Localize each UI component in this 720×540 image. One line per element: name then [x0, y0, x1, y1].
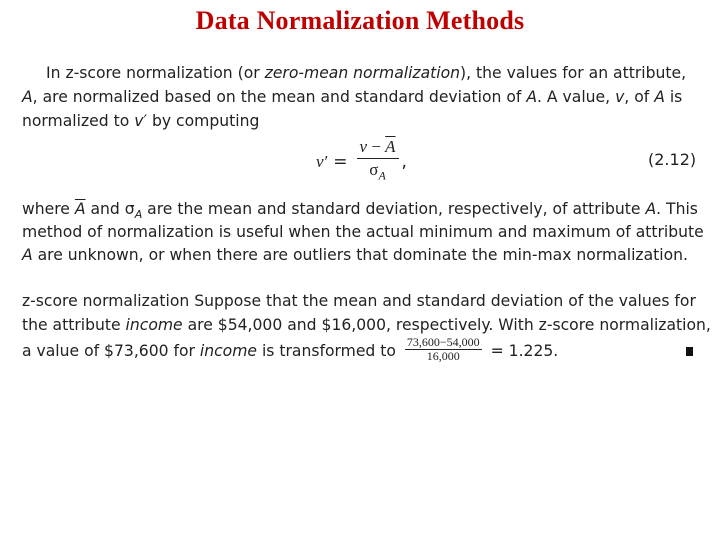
example-line-2 [22, 314, 712, 337]
attr-name: income [199, 342, 258, 360]
formula-mean-a: $\overline{A}$ [385, 137, 396, 157]
attr-name: income [125, 316, 183, 334]
example-fraction-denominator: 16,000 [426, 349, 460, 363]
text: by computing [147, 112, 260, 130]
formula-lhs: v′ [316, 152, 328, 171]
text: are $54,000 and $16,000, respectively. With z-score normalization, [182, 316, 711, 334]
sigma-subscript: A [378, 168, 386, 183]
sigma-symbol: σ [124, 200, 135, 218]
attr-symbol: A [654, 88, 665, 106]
value-symbol: v [615, 88, 625, 106]
formula-fraction [357, 137, 399, 186]
text: is [664, 88, 683, 106]
equation-number: (2.12) [648, 150, 697, 169]
text: . A value, [537, 88, 616, 106]
example-line-3 [22, 335, 712, 365]
attr-symbol: A [22, 246, 33, 264]
sigma-subscript: A [134, 208, 143, 222]
attr-symbol: A [526, 88, 538, 106]
text: are unknown, or when there are outliers that dominate the min-max normalization. [32, 246, 688, 264]
example-fraction-numerator: 73,600−54,000 [406, 335, 480, 349]
text: normalized to [22, 112, 135, 130]
mean-a-symbol: $\overline{A}$ [74, 200, 86, 218]
paragraph-2-line-3 [22, 244, 712, 267]
end-of-example-marker [686, 347, 693, 356]
page-title: Data Normalization Methods [195, 6, 525, 35]
text: is transformed to [257, 342, 401, 360]
text: a value of $73,600 for [22, 342, 200, 360]
text: , of [624, 88, 655, 106]
paragraph-1-line-1 [46, 62, 720, 85]
attr-symbol: A [22, 88, 33, 106]
paragraph-1-line-2 [22, 86, 712, 109]
value-prime-symbol: v′ [134, 112, 147, 130]
text: ), the values for an attribute, [460, 64, 687, 82]
text: , are normalized based on the mean and standard deviation of [32, 88, 527, 106]
text: = 1.225. [485, 342, 559, 360]
text-italic: zero-mean normalization [264, 64, 461, 82]
text: the attribute [22, 316, 126, 334]
formula-numerator [357, 137, 399, 159]
text: . This [656, 200, 698, 218]
formula-comma: , [401, 152, 407, 172]
example-fraction [405, 336, 482, 363]
example-line-1: z-score normalization Suppose that the mean and standard deviation of the values for [22, 292, 696, 310]
paragraph-1-line-3 [22, 110, 712, 133]
zscore-formula [316, 137, 407, 187]
sigma-symbol: σ [369, 160, 379, 180]
formula-equals: = [333, 152, 348, 172]
formula-minus: − [367, 137, 386, 157]
text: where [22, 200, 75, 218]
formula-denominator [369, 159, 386, 186]
paragraph-2-line-2: method of normalization is useful when the actual minimum and maximum of attribute [22, 223, 704, 241]
text: In z-score normalization (or [46, 64, 265, 82]
text: and [85, 200, 125, 218]
text: are the mean and standard deviation, respectively, of attribute [142, 200, 646, 218]
formula-v: v [359, 137, 368, 157]
attr-symbol: A [645, 200, 657, 218]
